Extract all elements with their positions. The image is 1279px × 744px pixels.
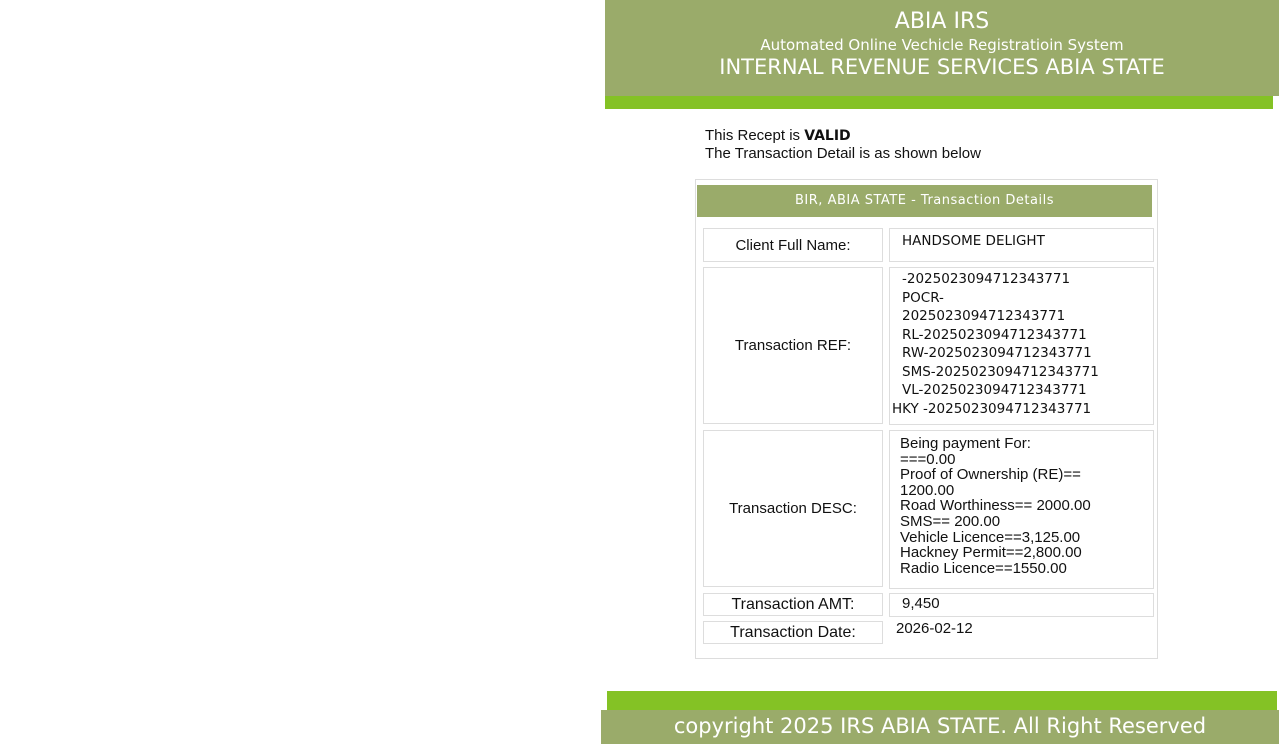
validity-message — [705, 127, 981, 162]
header-accent-bar — [605, 96, 1273, 109]
validity-status: VALID — [804, 128, 851, 144]
client-name-label: Client Full Name: — [703, 228, 883, 262]
transaction-desc-label: Transaction DESC: — [703, 430, 883, 587]
transaction-amount-label: Transaction AMT: — [703, 593, 883, 616]
site-subtitle: Automated Online Vechicle Registratioin System — [760, 36, 1124, 54]
desc-line: Being payment For: — [900, 435, 1031, 452]
ref-line: VL-2025023094712343771 — [902, 382, 1087, 398]
desc-line: Road Worthiness== 2000.00 — [900, 497, 1091, 515]
footer-accent-bar — [607, 691, 1277, 710]
site-title: ABIA IRS — [894, 9, 990, 34]
panel-title: BIR, ABIA STATE - Transaction Details — [697, 185, 1152, 217]
ref-line: -2025023094712343771 — [902, 271, 1071, 287]
validity-prefix: This Recept is — [705, 127, 805, 144]
ref-line: SMS-2025023094712343771 — [902, 363, 1099, 380]
transaction-ref-label: Transaction REF: — [703, 267, 883, 424]
ref-line: RW-2025023094712343771 — [902, 345, 1092, 361]
ref-line: HKY -2025023094712343771 — [892, 400, 1092, 417]
transaction-date-value: 2026-02-12 — [896, 620, 973, 637]
desc-line: SMS== 200.00 — [900, 512, 1001, 530]
desc-line: ===0.00 — [900, 450, 956, 468]
organization-name: INTERNAL REVENUE SERVICES ABIA STATE — [719, 55, 1165, 79]
desc-line: Vehicle Licence==3,125.00 — [900, 528, 1081, 546]
validity-note: The Transaction Detail is as shown below — [705, 145, 981, 162]
client-name-value: HANDSOME DELIGHT — [889, 228, 1154, 262]
desc-line: Proof of Ownership (RE)== — [900, 466, 1081, 484]
footer-copyright: copyright 2025 IRS ABIA STATE. All Right Reserved — [601, 710, 1279, 744]
desc-line: Radio Licence==1550.00 — [900, 559, 1067, 577]
ref-line: RL-2025023094712343771 — [902, 326, 1087, 343]
ref-line: POCR- — [902, 289, 944, 306]
transaction-amount-value: 9,450 — [889, 593, 1154, 617]
transaction-desc-value — [889, 430, 1154, 589]
transaction-ref-value — [889, 267, 1154, 425]
ref-line: 2025023094712343771 — [902, 308, 1066, 324]
desc-line: Hackney Permit==2,800.00 — [900, 544, 1082, 562]
site-header — [605, 0, 1279, 96]
transaction-date-label: Transaction Date: — [703, 621, 883, 644]
desc-line: 1200.00 — [900, 481, 955, 499]
